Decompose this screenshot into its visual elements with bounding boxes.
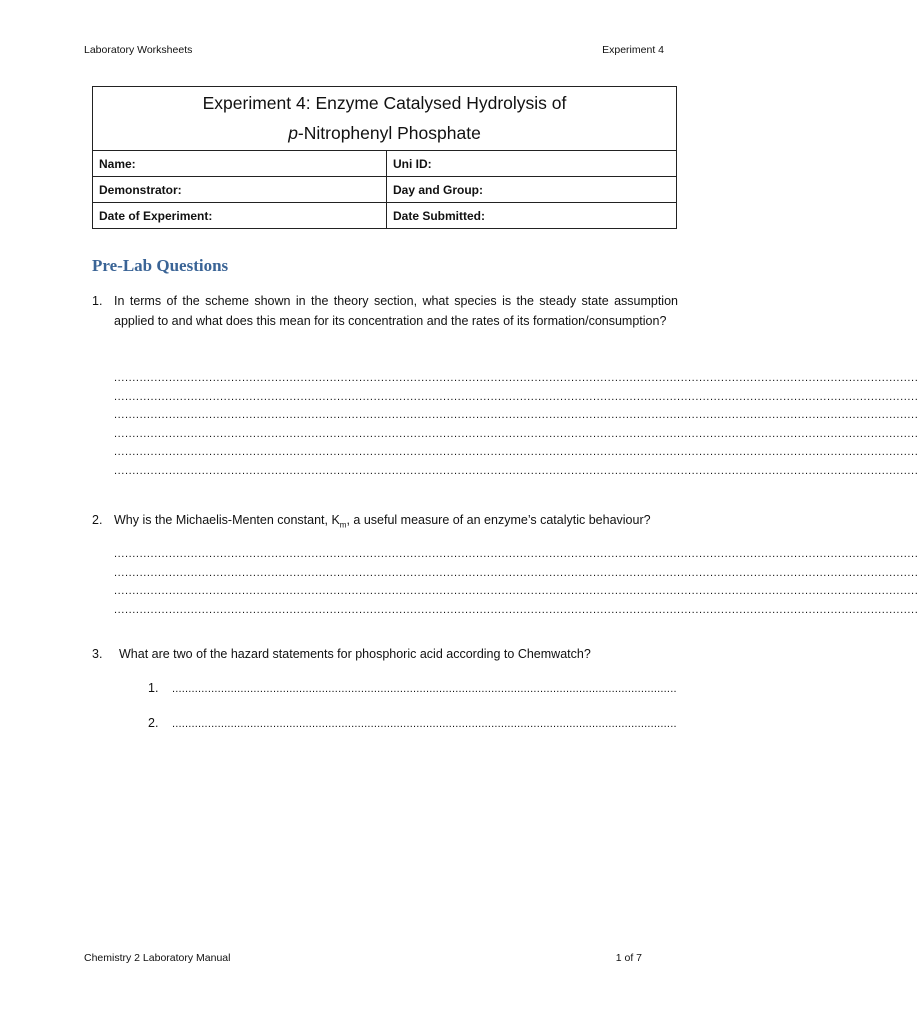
table-row (93, 203, 677, 229)
question-text: In terms of the scheme shown in the theory section, what species is the steady state assumption applied to and what does this mean for its concentration and the rates of its formation/consumption? (114, 294, 678, 328)
answer-line[interactable]: ............................................................................................................................................................................................................................ (114, 585, 918, 598)
title-line-1: Experiment 4: Enzyme Catalysed Hydrolysis of (202, 93, 567, 113)
question-number: 2. (92, 513, 103, 527)
section-heading: Pre-Lab Questions (92, 256, 229, 275)
answer-line[interactable]: ............................................................................................................................................................................................................................ (114, 603, 918, 616)
question-text: What are two of the hazard statements for phosphoric acid according to Chemwatch? (119, 647, 591, 661)
demonstrator-field[interactable]: Demonstrator: (93, 177, 387, 203)
page-header (84, 44, 664, 56)
question-1 (92, 292, 678, 331)
title-line-2: -Nitrophenyl Phosphate (297, 123, 481, 143)
table-row (93, 177, 677, 203)
hazard-item-1 (148, 681, 677, 695)
subscript-m: m (339, 520, 347, 530)
answer-line[interactable]: ........................................................................................................................................................... (172, 683, 677, 695)
answer-lines-1[interactable] (114, 369, 918, 481)
answer-line[interactable]: ............................................................................................................................................................................................................................ (114, 372, 918, 384)
student-info-table (92, 86, 677, 229)
question-text (114, 511, 678, 535)
question-2 (92, 511, 678, 535)
question-number: 1. (92, 294, 103, 308)
page-footer (84, 952, 642, 964)
answer-lines-2[interactable] (114, 545, 918, 619)
question-text-end: , a useful measure of an enzyme’s catalytic behaviour? (346, 513, 651, 527)
answer-line[interactable]: ............................................................................................................................................................................................................................ (114, 390, 918, 403)
date-experiment-field[interactable]: Date of Experiment: (93, 203, 387, 229)
date-submitted-field[interactable]: Date Submitted: (387, 203, 677, 229)
answer-line[interactable]: ............................................................................................................................................................................................................................ (114, 427, 918, 440)
answer-line[interactable]: ............................................................................................................................................................................................................................ (114, 566, 918, 579)
question-text-start: Why is the Michaelis-Menten constant, K (114, 513, 340, 527)
hazard-item-2 (148, 716, 677, 730)
sub-item-number: 2. (148, 716, 159, 730)
answer-line[interactable]: ............................................................................................................................................................................................................................ (114, 464, 918, 477)
question-number: 3. (92, 647, 103, 661)
question-3 (92, 645, 678, 665)
title-italic-p: p (288, 123, 298, 143)
uni-id-field[interactable]: Uni ID: (387, 151, 677, 177)
answer-line[interactable]: ........................................................................................................................................................... (172, 718, 677, 730)
footer-left: Chemistry 2 Laboratory Manual (84, 952, 231, 964)
day-group-field[interactable]: Day and Group: (387, 177, 677, 203)
experiment-title (93, 87, 677, 151)
sub-item-number: 1. (148, 681, 159, 695)
header-right: Experiment 4 (602, 44, 664, 56)
header-left: Laboratory Worksheets (84, 44, 193, 56)
table-row (93, 151, 677, 177)
answer-line[interactable]: ............................................................................................................................................................................................................................ (114, 548, 918, 560)
answer-line[interactable]: ............................................................................................................................................................................................................................ (114, 446, 918, 459)
answer-line[interactable]: ............................................................................................................................................................................................................................ (114, 409, 918, 422)
name-field[interactable]: Name: (93, 151, 387, 177)
page-number: 1 of 7 (615, 952, 642, 964)
